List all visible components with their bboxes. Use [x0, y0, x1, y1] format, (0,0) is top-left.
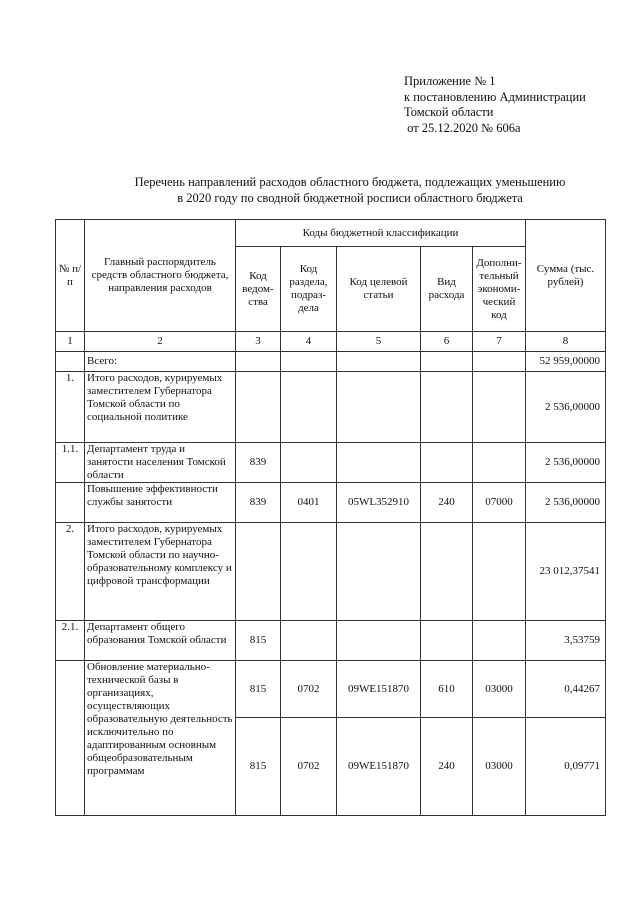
row-name: Итого расходов, курируемых заместителем Губернатора Томской области по социальной политике — [85, 372, 236, 443]
row-econ — [473, 443, 526, 483]
row-target — [337, 443, 421, 483]
appendix-line-2: к постановлению Администрации — [404, 89, 586, 104]
document-title — [60, 175, 640, 206]
row-type — [421, 372, 473, 443]
col-number: 2 — [85, 332, 236, 352]
total-row — [56, 352, 606, 372]
header-section: Код раздела, подраз-дела — [281, 247, 337, 332]
row-dept: 815 — [236, 718, 281, 816]
row-section — [281, 621, 337, 661]
row-sum: 23 012,37541 — [526, 523, 606, 621]
row-target: 09WE151870 — [337, 661, 421, 718]
row-name: Итого расходов, курируемых заместителем Губернатора Томской области по научно-образовательному комплексу и цифровой трансформации — [85, 523, 236, 621]
row-section — [281, 372, 337, 443]
row-target: 05WL352910 — [337, 483, 421, 523]
row-dept: 815 — [236, 661, 281, 718]
row-dept — [236, 372, 281, 443]
total-label: Всего: — [85, 352, 236, 372]
row-num: 1. — [56, 372, 85, 443]
col-number: 6 — [421, 332, 473, 352]
row-econ — [473, 523, 526, 621]
row-type — [421, 621, 473, 661]
row-type: 610 — [421, 661, 473, 718]
col-number: 8 — [526, 332, 606, 352]
col-number: 7 — [473, 332, 526, 352]
row-sum: 2 536,00000 — [526, 483, 606, 523]
row-section — [281, 443, 337, 483]
row-target — [337, 523, 421, 621]
row-type — [421, 443, 473, 483]
appendix-line-4: от 25.12.2020 № 606а — [404, 120, 521, 135]
total-sum: 52 959,00000 — [526, 352, 606, 372]
row-section: 0401 — [281, 483, 337, 523]
col-number: 1 — [56, 332, 85, 352]
table-row — [56, 483, 606, 523]
title-line-2: в 2020 году по сводной бюджетной росписи областного бюджета — [177, 190, 523, 205]
table-row — [56, 621, 606, 661]
table-row — [56, 661, 606, 718]
col-number: 3 — [236, 332, 281, 352]
row-name: Повышение эффективности службы занятости — [85, 483, 236, 523]
row-name: Департамент труда и занятости населения Томской области — [85, 443, 236, 483]
header-expense-type: Вид расхода — [421, 247, 473, 332]
row-num: 2.1. — [56, 621, 85, 661]
row-dept: 839 — [236, 483, 281, 523]
col-number: 5 — [337, 332, 421, 352]
header-manager: Главный распорядитель средств областного бюджета, направления расходов — [85, 220, 236, 332]
row-sum: 2 536,00000 — [526, 443, 606, 483]
row-econ — [473, 372, 526, 443]
row-num — [56, 661, 85, 816]
title-line-1: Перечень направлений расходов областного бюджета, подлежащих уменьшению — [134, 175, 566, 189]
row-name: Департамент общего образования Томской области — [85, 621, 236, 661]
row-econ: 03000 — [473, 718, 526, 816]
header-dept: Код ведом-ства — [236, 247, 281, 332]
row-target — [337, 621, 421, 661]
row-dept: 815 — [236, 621, 281, 661]
row-type — [421, 523, 473, 621]
row-sum: 0,09771 — [526, 718, 606, 816]
header-econ: Дополни-тельный экономи-ческий код — [473, 247, 526, 332]
row-target: 09WE151870 — [337, 718, 421, 816]
row-section: 0702 — [281, 718, 337, 816]
appendix-line-1: Приложение № 1 — [404, 74, 496, 88]
row-num — [56, 483, 85, 523]
row-type: 240 — [421, 483, 473, 523]
row-econ: 07000 — [473, 483, 526, 523]
header-codes-group: Коды бюджетной классификации — [236, 220, 526, 247]
row-section: 0702 — [281, 661, 337, 718]
row-target — [337, 372, 421, 443]
header-sum: Сумма (тыс. рублей) — [526, 220, 606, 332]
row-econ — [473, 621, 526, 661]
row-num: 2. — [56, 523, 85, 621]
row-dept: 839 — [236, 443, 281, 483]
col-number: 4 — [281, 332, 337, 352]
row-num: 1.1. — [56, 443, 85, 483]
row-section — [281, 523, 337, 621]
appendix-header — [404, 74, 634, 136]
header-num: № п/п — [56, 220, 85, 332]
header-target: Код целевой статьи — [337, 247, 421, 332]
appendix-line-3: Томской области — [404, 105, 494, 119]
row-econ: 03000 — [473, 661, 526, 718]
row-name: Обновление материально-технической базы в организациях, осуществляющих образовательную деятельность исключительно по адаптированным основным общеобразовательным программам — [85, 661, 236, 816]
row-sum: 3,53759 — [526, 621, 606, 661]
table-row — [56, 523, 606, 621]
column-number-row — [56, 332, 606, 352]
budget-table — [55, 219, 606, 816]
row-sum: 0,44267 — [526, 661, 606, 718]
table-row — [56, 372, 606, 443]
row-sum: 2 536,00000 — [526, 372, 606, 443]
row-dept — [236, 523, 281, 621]
row-type: 240 — [421, 718, 473, 816]
table-row — [56, 443, 606, 483]
